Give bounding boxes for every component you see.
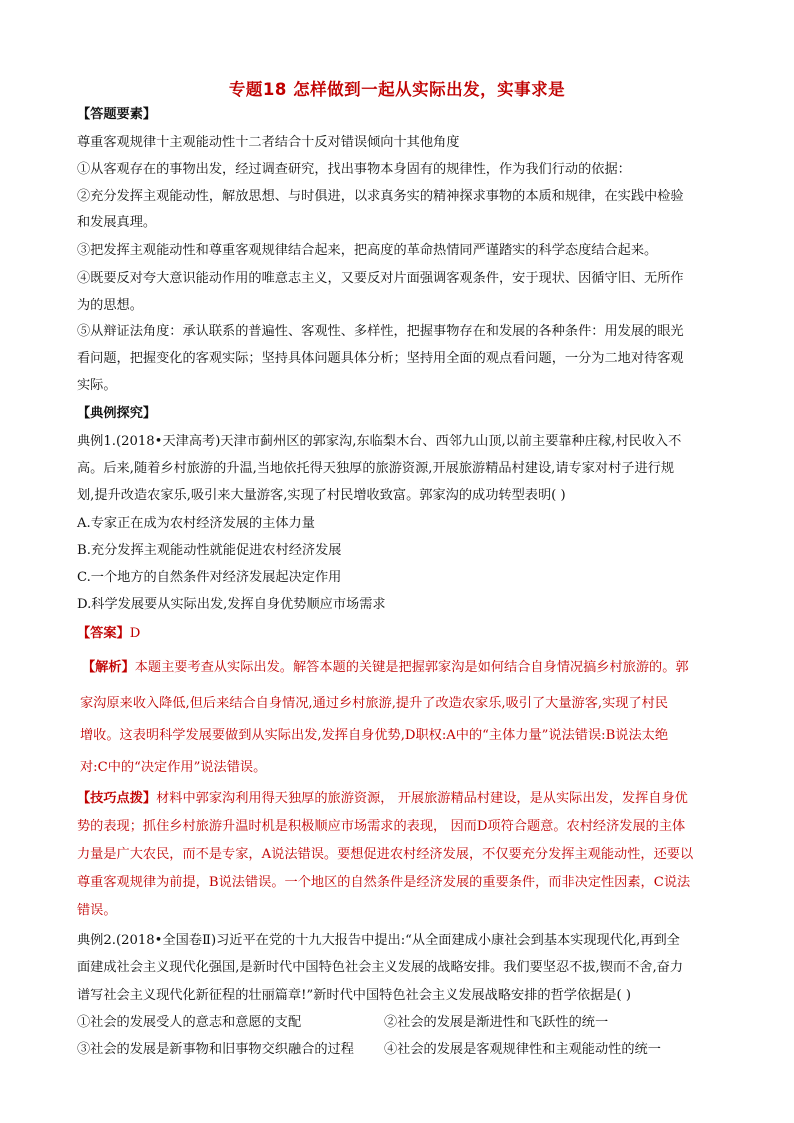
point-2-line-1: ②充分发挥主观能动性，解放思想、与时俱进，以求真务实的精神探求事物的本质和规律，在实践中检验	[77, 189, 684, 204]
point-4-line-1: ④既要反对夸大意识能动作用的唯意志主义，又要反对片面强调客观条件，安于现状、因循守旧、无所作	[77, 271, 684, 286]
example-1-analysis-line-4: 对:C中的“决定作用”说法错误。	[80, 760, 267, 775]
point-5-line-3: 实际。	[77, 378, 117, 393]
example-1-option-d: D.科学发展要从实际出发,发挥自身优势顺应市场需求	[77, 597, 386, 612]
tip-label: 【技巧点拨】	[77, 791, 157, 806]
example-1-analysis-line-3: 增收。这表明科学发展要做到从实际出发,发挥自身优势,D职权:A中的“主体力量”说法错误:B说法太绝	[80, 728, 669, 743]
example-1-analysis-line-2: 家沟原来收入降低,但后来结合自身情况,通过乡村旅游,提升了改造农家乐,吸引了大量游客,实现了村民	[80, 696, 669, 711]
tip-text: 材料中郭家沟利用得天独厚的旅游资源， 开展旅游精品村建设，是从实际出发，发挥自身优	[156, 791, 688, 806]
example-1-stem-line-3: 划,提升改造农家乐,吸引来大量游客,实现了村民增收致富。郭家沟的成功转型表明( )	[77, 488, 566, 503]
example-1-option-c: C.一个地方的自然条件对经济发展起决定作用	[77, 570, 342, 585]
example-1-option-a: A.专家正在成为农村经济发展的主体力量	[77, 516, 315, 531]
point-5-line-2: 看问题，把握变化的客观实际；坚持具体问题具体分析；坚持用全面的观点看问题，一分为二地对待客观	[77, 351, 684, 366]
answer-value: D	[129, 626, 141, 641]
example-2-stem-line-1: 典例2.(2018•全国卷Ⅱ)习近平在党的十九大报告中提出:“从全面建成小康社会到基本实现现代化,再到全	[77, 933, 680, 948]
point-3: ③把发挥主观能动性和尊重客观规律结合起来，把高度的革命热情同严谨踏实的科学态度结合起来。	[77, 243, 658, 258]
analysis-text: 本题主要考查从实际出发。解答本题的关键是把握郭家沟是如何结合自身情况搞乡村旅游的。郭	[134, 660, 689, 675]
answer-label: 【答案】	[77, 626, 130, 641]
section-heading-elements: 【答题要素】	[77, 107, 157, 122]
example-2-stem-line-3: 谱写社会主义现代化新征程的壮丽篇章!”新时代中国特色社会主义发展战略安排的哲学依据是( )	[77, 988, 632, 1003]
example-1-tip-line-4: 尊重客观规律为前提，B说法错误。一个地区的自然条件是经济发展的重要条件，而非决定性因素，C说法	[77, 875, 691, 890]
page-title: 专题18 怎样做到一起从实际出发，实事求是	[228, 80, 566, 99]
example-1-stem-line-1: 典例1.(2018•天津高考)天津市蓟州区的郭家沟,东临梨木台、西邻九山顶,以前主要靠种庄稼,村民收入不	[77, 434, 682, 449]
example-1-answer	[77, 625, 727, 643]
example-2-stem-line-2: 面建成社会主义现代化强国,是新时代中国特色社会主义发展的战略安排。我们要坚忍不拔,锲而不舍,奋力	[77, 960, 684, 975]
example-1-tip-line-2: 势的表现；抓住乡村旅游升温时机是积极顺应市场需求的表现， 因而D项符合题意。农村经济发展的主体	[77, 819, 686, 834]
point-5-line-1: ⑤从辩证法角度：承认联系的普遍性、客观性、多样性，把握事物存在和发展的各种条件：用发展的眼光	[77, 324, 684, 339]
point-1: ①从客观存在的事物出发，经过调查研究，找出事物本身固有的规律性，作为我们行动的依据：	[77, 162, 631, 177]
example-1-analysis-line-1	[82, 659, 732, 677]
point-2-line-2: 和发展真理。	[77, 215, 157, 230]
example-1-tip-line-1	[77, 790, 727, 808]
example-1-option-b: B.充分发挥主观能动性就能促进农村经济发展	[77, 543, 342, 558]
example-1-tip-line-5: 错误。	[77, 903, 117, 918]
example-2-option-4: ④社会的发展是客观规律性和主观能动性的统一	[384, 1042, 661, 1057]
analysis-label: 【解析】	[82, 660, 135, 675]
example-1-stem-line-2: 高。后来,随着乡村旅游的升温,当地依托得天独厚的旅游资源,开展旅游精品村建设,请专家对村子进行规	[77, 461, 675, 476]
elements-intro: 尊重客观规律十主观能动性十二者结合十反对错误倾向十其他角度	[77, 135, 460, 150]
example-1-tip-line-3: 力量是广大农民，而不是专家，A说法错误。要想促进农村经济发展，不仅要充分发挥主观能动性，还要以	[77, 847, 694, 862]
example-2-option-3: ③社会的发展是新事物和旧事物交织融合的过程	[77, 1042, 354, 1057]
section-heading-examples: 【典例探究】	[77, 406, 157, 421]
example-2-option-2: ②社会的发展是渐进性和飞跃性的统一	[384, 1015, 609, 1030]
example-2-option-1: ①社会的发展受人的意志和意愿的支配	[77, 1015, 302, 1030]
point-4-line-2: 为的思想。	[77, 298, 143, 313]
